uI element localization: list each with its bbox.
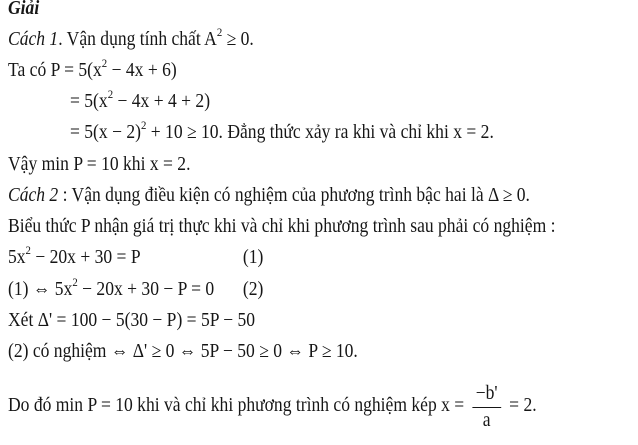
text-segment: Do đó min P = 10 khi và chỉ khi phương trình có nghiệm kép x =	[8, 394, 469, 416]
solution-heading	[8, 0, 39, 20]
fraction	[472, 381, 501, 434]
text-segment: = 2.	[504, 394, 537, 416]
text-line	[70, 117, 494, 144]
superscript: 2	[107, 86, 114, 101]
equation-number: (2)	[242, 279, 264, 300]
text-segment: Xét Δ' = 100 − 5(30 − P) = 5P − 50	[8, 310, 256, 331]
text-segment: = 5(x − 2)	[70, 122, 141, 143]
equation-number: (1)	[242, 247, 264, 268]
fraction-denominator: a	[482, 410, 491, 431]
text-line	[8, 24, 254, 51]
text-segment: Giải	[8, 0, 40, 19]
text-segment: Vậy min P = 10 khi x = 2.	[8, 154, 191, 175]
text-segment: − 20x + 30 = P	[30, 247, 141, 268]
text-line	[8, 242, 264, 269]
text-line	[8, 341, 358, 363]
text-segment: (2) có nghiệm ⇔ Δ' ≥ 0 ⇔ 5P − 50 ≥ 0 ⇔ P ≥ 10.	[8, 341, 358, 362]
text-segment: Cách 1	[8, 29, 59, 50]
text-segment: − 4x + 6)	[107, 60, 177, 81]
text-line	[8, 55, 177, 82]
fraction-numerator: −b'	[472, 381, 501, 408]
text-segment: . Vận dụng tính chất A	[58, 29, 217, 50]
text-segment: Cách 2	[8, 185, 59, 206]
text-line	[70, 86, 211, 113]
superscript: 2	[25, 242, 31, 257]
text-segment: 5x	[8, 247, 26, 268]
text-line	[8, 380, 537, 433]
text-line	[8, 274, 264, 301]
superscript: 2	[101, 55, 108, 70]
superscript: 2	[216, 24, 223, 39]
text-segment: − 4x + 4 + 2)	[113, 91, 211, 112]
text-segment: − 20x + 30 − P = 0	[77, 279, 215, 300]
text-segment: ≥ 0.	[222, 29, 254, 50]
text-segment: (1) ⇔ 5x	[8, 279, 73, 300]
superscript: 2	[72, 274, 78, 289]
text-segment: Ta có P = 5(x	[8, 60, 102, 81]
text-segment: Biểu thức P nhận giá trị thực khi và chỉ khi phương trình sau phải có nghiệm :	[8, 216, 556, 237]
text-line	[8, 154, 190, 176]
text-line	[8, 185, 530, 207]
text-segment: = 5(x	[70, 91, 108, 112]
superscript: 2	[140, 117, 147, 132]
text-line	[8, 216, 555, 238]
text-segment: + 10 ≥ 10. Đẳng thức xảy ra khi và chỉ khi x = 2.	[146, 122, 494, 143]
text-segment: : Vận dụng điều kiện có nghiệm của phương trình bậc hai là Δ ≥ 0.	[58, 185, 530, 206]
text-line	[8, 310, 255, 332]
